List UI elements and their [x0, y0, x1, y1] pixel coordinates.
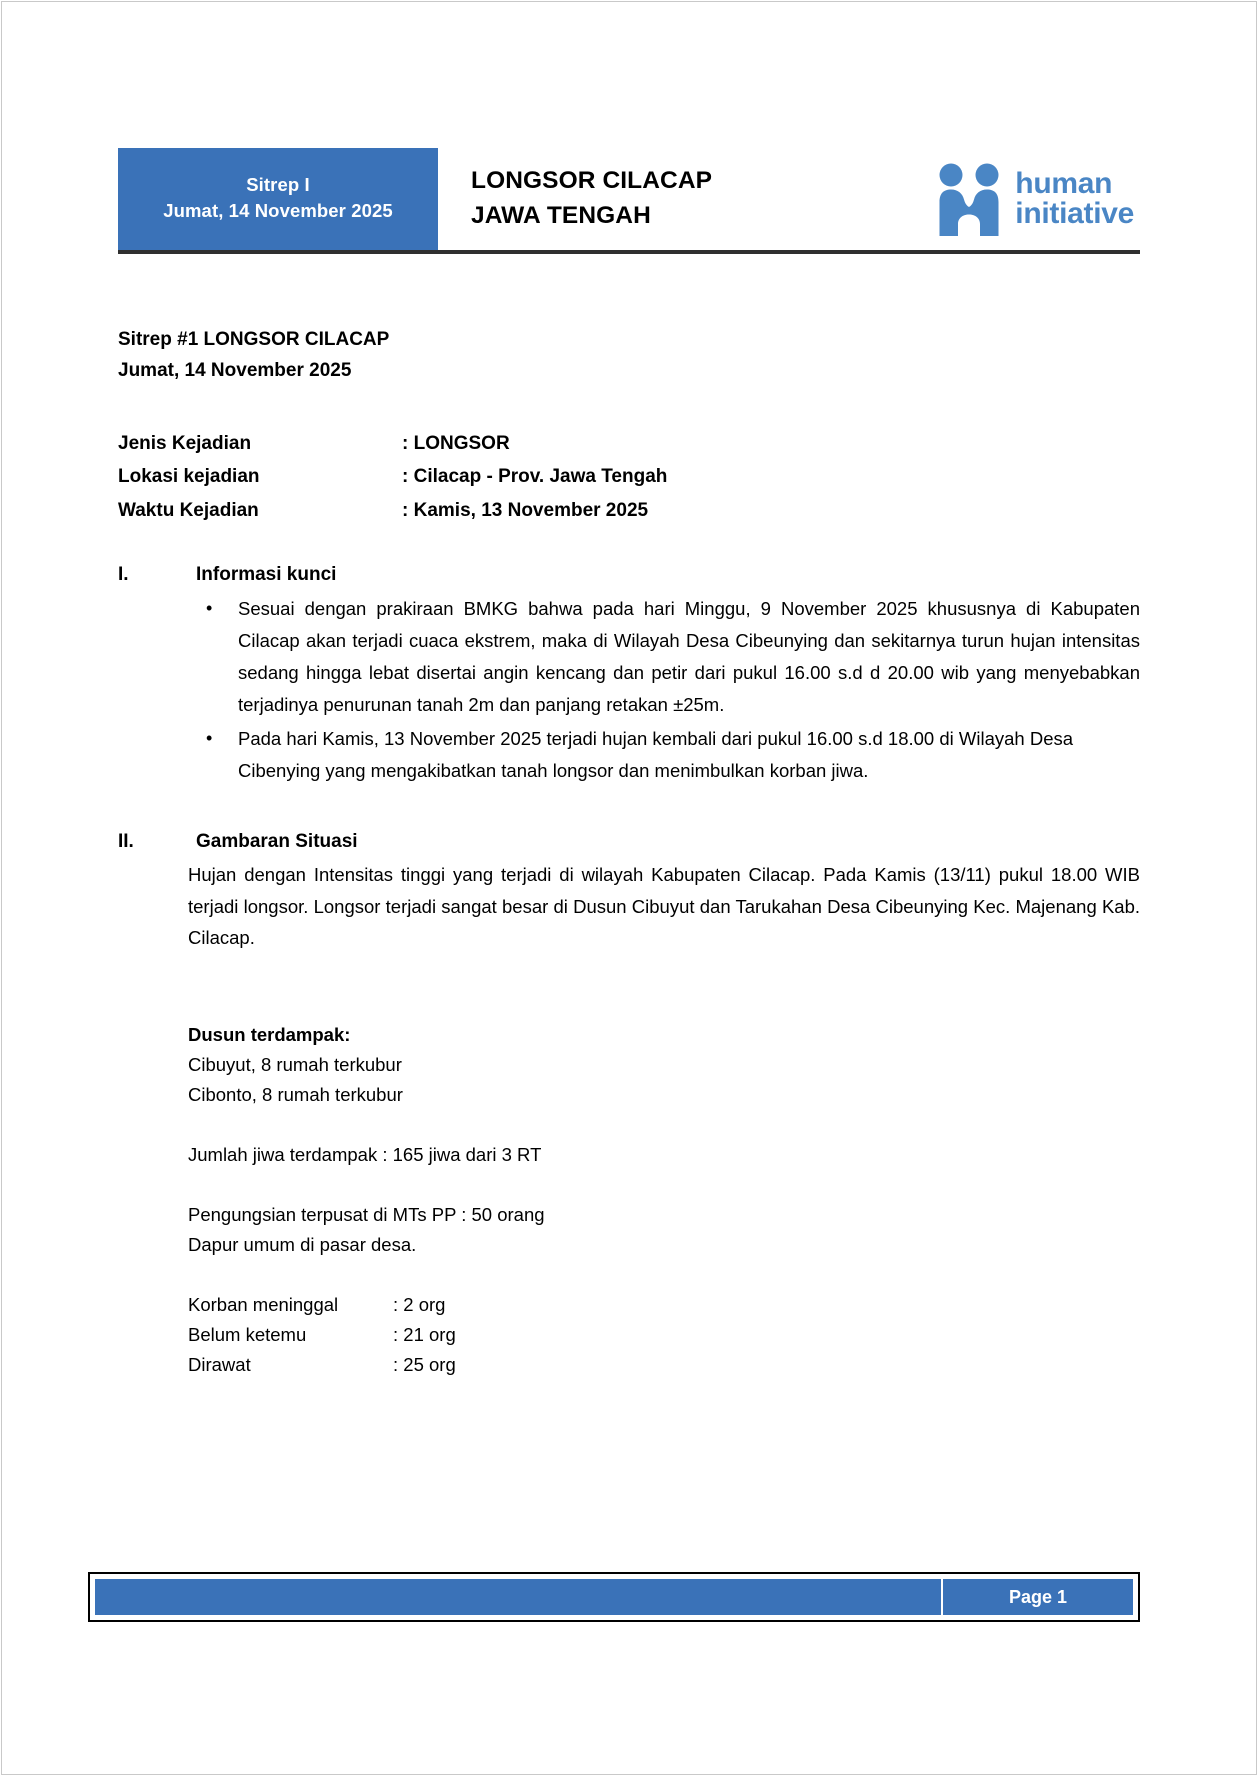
korban-label: Belum ketemu [188, 1324, 307, 1346]
footer-bar [95, 1579, 1133, 1615]
sitrep-badge [118, 148, 438, 250]
pengungsian-line: Pengungsian terpusat di MTs PP : 50 orang [188, 1204, 545, 1226]
gambaran-paragraph-block [118, 859, 1140, 954]
meta-label: Lokasi kejadian [118, 466, 260, 488]
doc-title-line2: Jumat, 14 November 2025 [118, 359, 352, 381]
dusun-line: Cibonto, 8 rumah terkubur [188, 1084, 403, 1106]
meta-value: : LONGSOR [402, 432, 510, 454]
dusun-terdampak-heading: Dusun terdampak: [188, 1024, 351, 1046]
section-heading [118, 828, 1140, 857]
document-footer [88, 1572, 1140, 1622]
meta-value: : Cilacap - Prov. Jawa Tengah [402, 466, 668, 488]
spacer [188, 1260, 1140, 1290]
header-row [118, 148, 1140, 250]
meta-row [118, 494, 1140, 528]
logo-container [875, 148, 1140, 250]
spacer [188, 1110, 1140, 1140]
doc-title-block [118, 325, 1140, 387]
section-number: II. [118, 831, 134, 853]
sitrep-badge-line2: Jumat, 14 November 2025 [163, 200, 393, 221]
meta-label: Waktu Kejadian [118, 500, 259, 522]
meta-row [118, 460, 1140, 494]
korban-value: : 2 org [393, 1294, 446, 1316]
two-people-logo-icon [933, 162, 1005, 236]
meta-value: : Kamis, 13 November 2025 [402, 500, 649, 522]
document-header [118, 148, 1140, 260]
informasi-kunci-bullets [118, 593, 1140, 786]
korban-label: Dirawat [188, 1354, 251, 1376]
header-title-line2: JAWA TENGAH [471, 202, 651, 229]
section-number: I. [118, 563, 129, 585]
page-number: Page 1 [941, 1579, 1133, 1615]
meta-row [118, 427, 1140, 461]
korban-value: : 21 org [393, 1324, 456, 1346]
section-informasi-kunci [118, 561, 1140, 786]
bullet-text: Sesuai dengan prakiraan BMKG bahwa pada hari Minggu, 9 November 2025 khususnya di Kabupaten Cilacap akan terjadi cuaca ekstrem, maka di Wilayah Desa Cibeunying dan sekitarnya turun hujan intensitas sedang hingga lebat disertai angin kencang dan petir dari pukul 16.00 s.d d 20.00 wib yang menyebabkan terjadinya penurunan tanah 2m dan panjang retakan ±25m. [238, 598, 1140, 715]
logo-word-initiative: initiative [1015, 197, 1134, 230]
header-divider-rule-accent [118, 250, 438, 254]
section-gambaran-situasi [118, 828, 1140, 1380]
bullet-text: Pada hari Kamis, 13 November 2025 terjadi hujan kembali dari pukul 16.00 s.d 18.00 di Wilayah Desa Cibenying yang mengakibatkan tanah longsor dan menimbulkan korban jiwa. [238, 727, 1074, 781]
section-title: Informasi kunci [196, 563, 337, 585]
sitrep-badge-line1: Sitrep I [246, 173, 310, 195]
logo-word-human: human [1015, 167, 1113, 201]
list-item [196, 723, 1140, 787]
korban-value: : 25 org [393, 1354, 456, 1376]
header-title-line1: LONGSOR CILACAP [471, 167, 713, 195]
footer-left-fill [95, 1579, 941, 1615]
korban-row [188, 1320, 1140, 1350]
spacer [188, 1170, 1140, 1200]
dapur-umum-line: Dapur umum di pasar desa. [188, 1234, 417, 1256]
jumlah-jiwa-line: Jumlah jiwa terdampak : 165 jiwa dari 3 RT [188, 1144, 542, 1166]
header-title-block [438, 148, 875, 250]
event-meta-table [118, 427, 1140, 528]
korban-label: Korban meninggal [188, 1294, 339, 1316]
logo-wordmark [1015, 169, 1134, 228]
korban-row [188, 1290, 1140, 1320]
doc-title-line1: Sitrep #1 LONGSOR CILACAP [118, 329, 390, 350]
list-item [196, 593, 1140, 720]
document-body [118, 325, 1140, 1380]
meta-label: Jenis Kejadian [118, 432, 252, 454]
korban-row [188, 1350, 1140, 1380]
bullet-dot-icon: • [206, 727, 213, 748]
dusun-line: Cibuyut, 8 rumah terkubur [188, 1054, 402, 1076]
bullet-dot-icon: • [206, 598, 213, 619]
human-initiative-logo [933, 162, 1134, 236]
dusun-terdampak-block [118, 1020, 1140, 1380]
section-title: Gambaran Situasi [196, 831, 358, 853]
gambaran-paragraph: Hujan dengan Intensitas tinggi yang terjadi di wilayah Kabupaten Cilacap. Pada Kamis (13/11) pukul 18.00 WIB terjadi longsor. Longsor terjadi sangat besar di Dusun Cibuyut dan Tarukahan Desa Cibeunying Kec. Majenang Kab. Cilacap. [188, 863, 1140, 949]
section-heading [118, 561, 1140, 590]
